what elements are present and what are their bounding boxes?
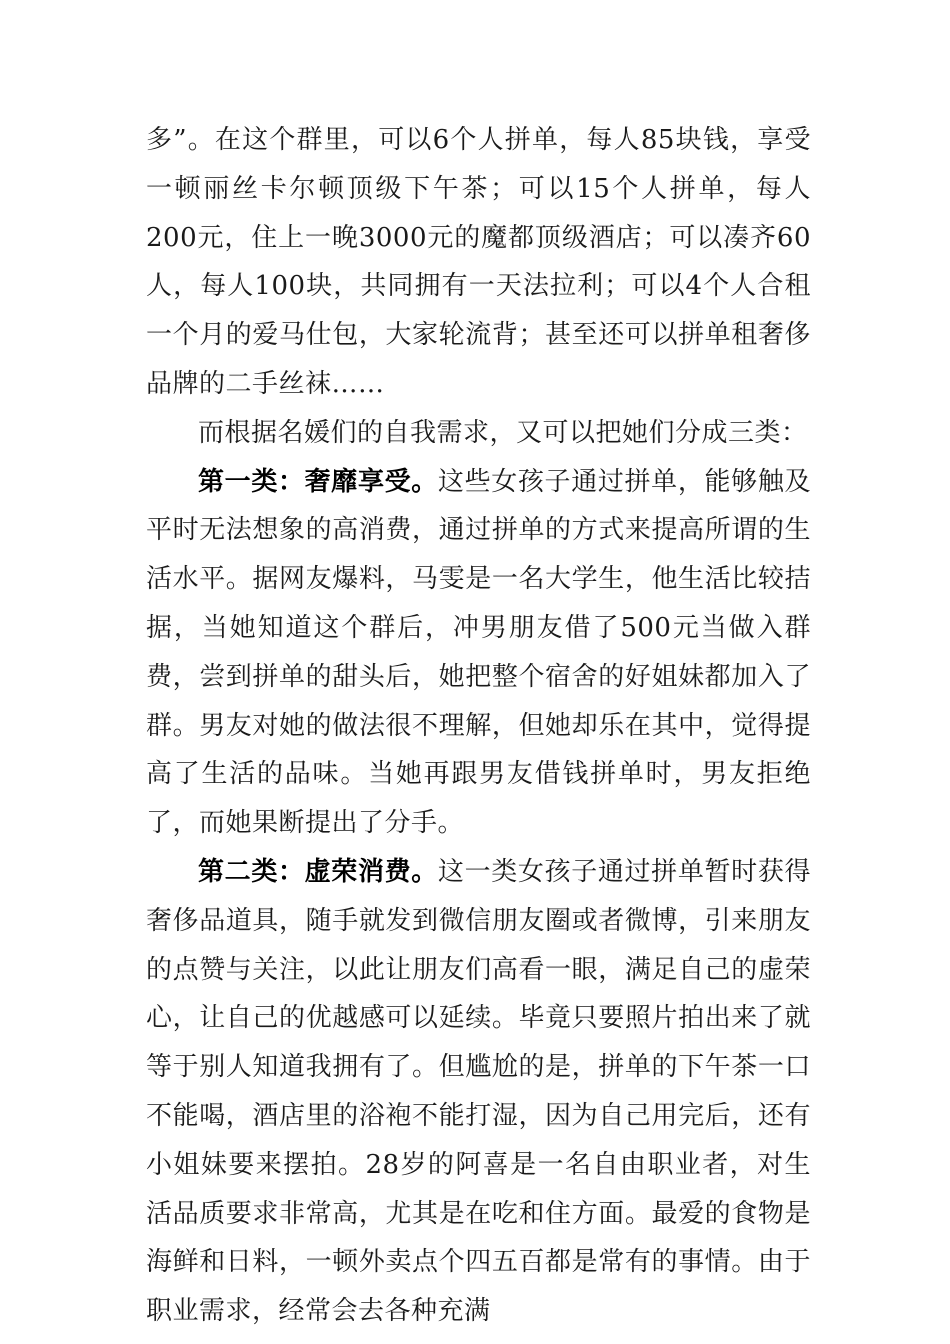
- paragraph-category-two: [146, 848, 811, 1336]
- paragraph-three-categories-intro: [146, 409, 811, 458]
- category-heading: 第二类：虚荣消费。: [198, 856, 438, 887]
- paragraph-category-one: [146, 458, 811, 848]
- paragraph-text: 这一类女孩子通过拼单暂时获得奢侈品道具，随手就发到微信朋友圈或者微博，引来朋友的点赞与关注，以此让朋友们高看一眼，满足自己的虚荣心，让自己的优越感可以延续。毕竟只要照片拍出来了就等于别人知道我拥有了。但尴尬的是，拼单的下午茶一口不能喝，酒店里的浴袍不能打湿，因为自己用完后，还有小姐妹要来摆拍。28岁的阿喜是一名自由职业者，对生活品质要求非常高，尤其是在吃和住方面。最爱的食物是海鲜和日料，一顿外卖点个四五百都是常有的事情。由于职业需求，经常会去各种充满: [146, 856, 811, 1327]
- paragraph-text: 而根据名媛们的自我需求，又可以把她们分成三类：: [198, 417, 808, 448]
- paragraph-text: 这些女孩子通过拼单，能够触及平时无法想象的高消费，通过拼单的方式来提高所谓的生活水平。据网友爆料，马雯是一名大学生，他生活比较拮据，当她知道这个群后，冲男朋友借了500元当做入群费，尝到拼单的甜头后，她把整个宿舍的好姐妹都加入了群。男友对她的做法很不理解，但她却乐在其中，觉得提高了生活的品味。当她再跟男友借钱拼单时，男友拒绝了，而她果断提出了分手。: [146, 466, 811, 839]
- paragraph-group-buying-examples: [146, 116, 811, 409]
- document-body: [146, 116, 811, 1336]
- category-heading: 第一类：奢靡享受。: [198, 466, 438, 497]
- paragraph-text: 多”。在这个群里，可以6个人拼单，每人85块钱，享受一顿丽丝卡尔顿顶级下午茶；可以15个人拼单，每人200元，住上一晚3000元的魔都顶级酒店；可以凑齐60人，每人100块，共同拥有一天法拉利；可以4个人合租一个月的爱马仕包，大家轮流背；甚至还可以拼单租奢侈品牌的二手丝袜……: [146, 125, 811, 399]
